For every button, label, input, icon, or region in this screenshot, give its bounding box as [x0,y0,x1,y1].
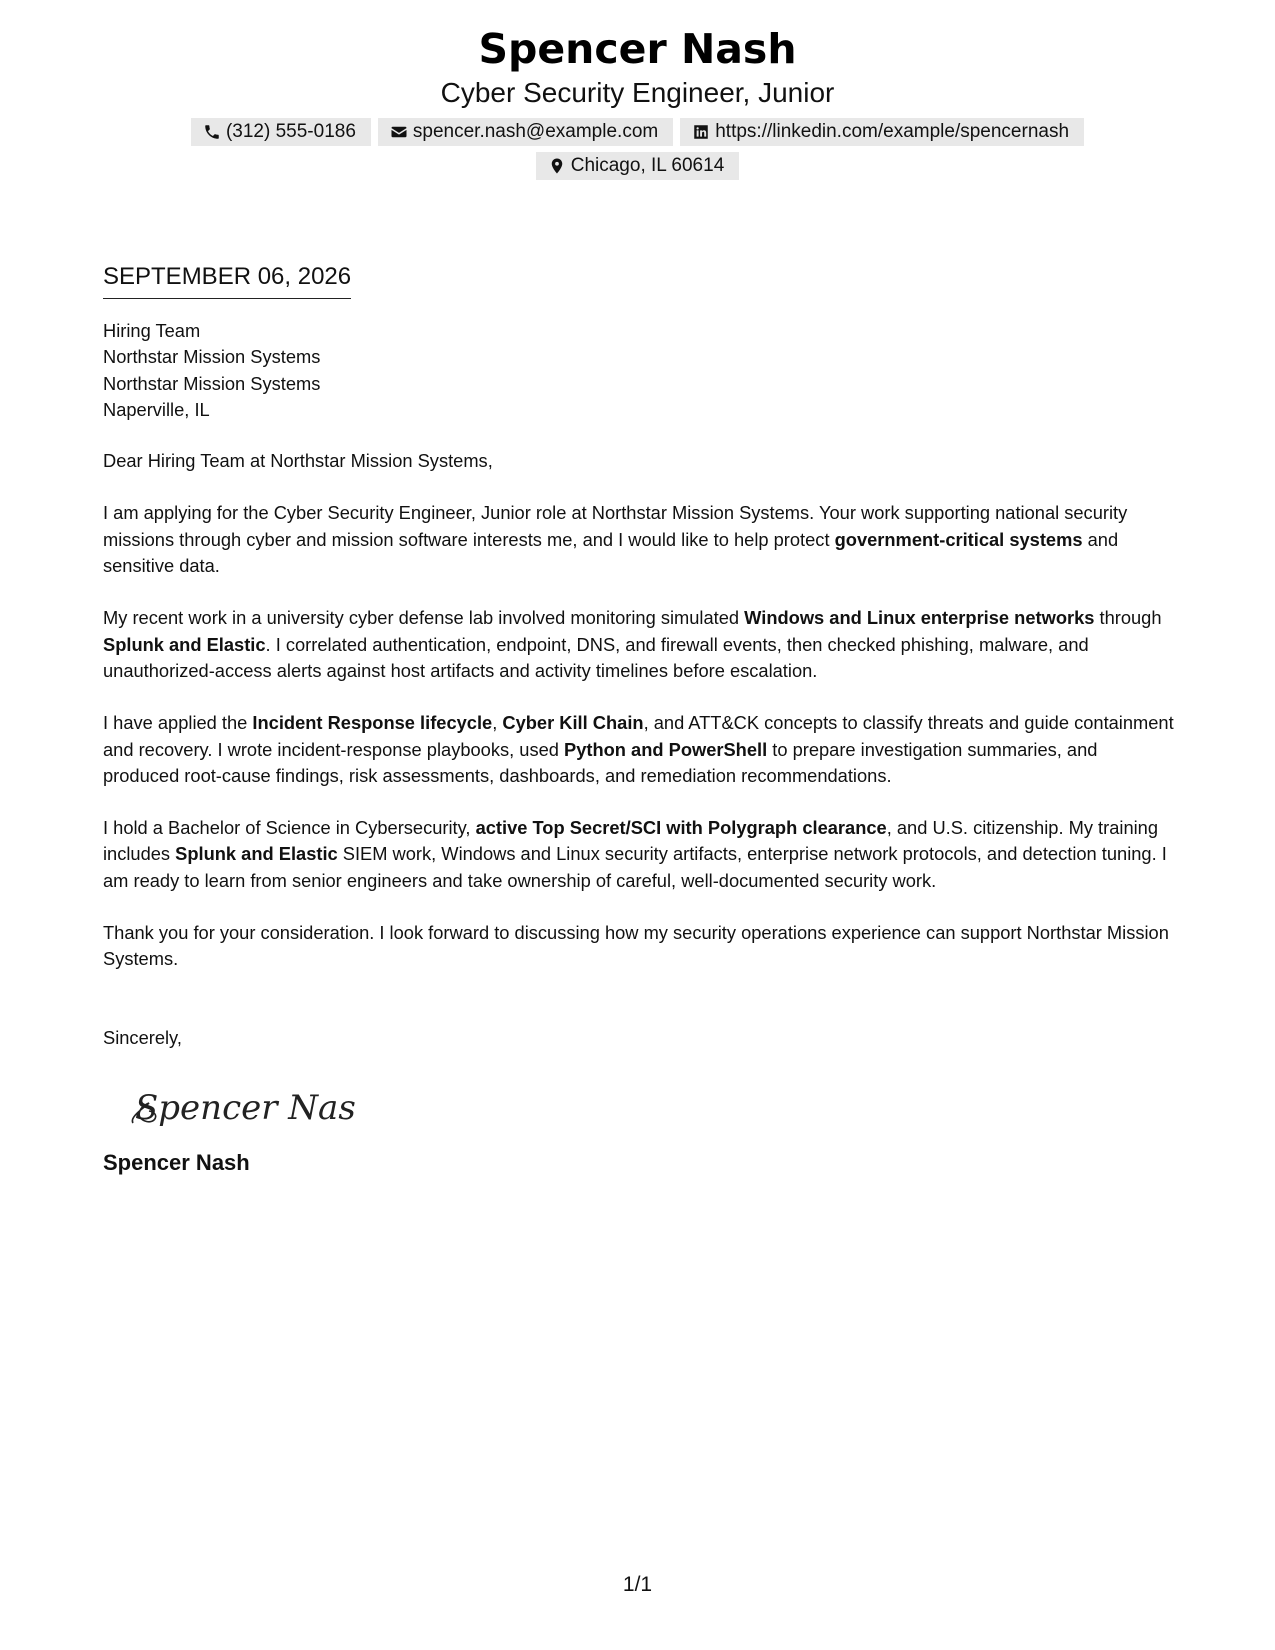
contact-location [536,152,740,180]
recipient-block [103,318,1178,423]
contact-linkedin-text: https://linkedin.com/example/spencernash [715,121,1070,142]
contact-row-location [0,152,1275,180]
contact-email [378,118,673,146]
signer-name: Spencer Nash [103,1149,250,1175]
paragraph-text: through [1094,607,1162,629]
paragraph-text: I am applying for the Cyber Security Engineer, Junior role at Northstar Mission Systems. Your work supporting national security missions through cyber and mission software interests me, and I would like to help protect [103,502,1128,550]
emphasis-text: Splunk and Elastic [175,843,338,865]
contact-location-text: Chicago, IL 60614 [570,155,725,176]
map-pin-icon [548,157,566,175]
body-paragraph [103,920,1178,973]
applicant-title: Cyber Security Engineer, Junior [440,77,835,108]
emphasis-text: active Top Secret/SCI with Polygraph clearance [475,817,887,839]
page-number: 1/1 [622,1573,653,1596]
paragraph-text: I hold a Bachelor of Science in Cybersecurity, [103,817,476,839]
contact-phone [191,118,371,146]
handwritten-signature [125,1077,1178,1137]
signature-text: Spencer Nash [135,1087,355,1128]
recipient-line: Naperville, IL [103,398,210,420]
applicant-name: Spencer Nash [478,25,797,73]
linkedin-icon [692,123,710,141]
letter-body [103,262,1178,1177]
contact-phone-text: (312) 555-0186 [225,121,356,142]
paragraph-text: and sensitive data. [103,528,1119,577]
paragraph-text: Thank you for your consideration. I look forward to discussing how my security operations experience can support Northstar Mission Systems. [103,922,1169,970]
recipient-line: Hiring Team [103,320,201,341]
body-paragraph [103,500,1178,579]
contact-linkedin [680,118,1084,146]
contact-row [0,118,1275,146]
envelope-icon [390,123,408,141]
signature-image [125,1077,355,1137]
paragraph-text: . I correlated authentication, endpoint, DNS, and firewall events, then checked phishing, malware, and unauthorized-access alerts against host artifacts and activity timelines before escalation. [103,633,1089,681]
paragraph-text: to prepare investigation summaries, and produced root-cause findings, risk assessments, dashboards, and remediation recommendations. [103,738,1098,786]
recipient-line: Northstar Mission Systems [103,372,321,394]
body-paragraph [103,710,1178,789]
body-paragraph [103,815,1178,894]
closing: Sincerely, [103,1026,182,1048]
paragraph-text: , and U.S. citizenship. My training includes [103,817,1159,865]
contact-email-text: spencer.nash@example.com [412,121,659,142]
body-paragraph [103,605,1178,684]
letter-date: SEPTEMBER 06, 2026 [103,262,351,299]
emphasis-text: government-critical systems [834,528,1083,550]
letter-header [0,20,1275,180]
phone-icon [203,123,221,141]
paragraph-text: I have applied the [103,712,253,734]
paragraph-text: SIEM work, Windows and Linux security artifacts, enterprise network protocols, and detection tuning. I am ready to learn from senior engineers and take ownership of careful, well-documented security work. [103,843,1167,891]
emphasis-text: Splunk and Elastic [103,633,266,655]
salutation: Dear Hiring Team at Northstar Mission Systems, [103,450,493,472]
emphasis-text: Windows and Linux enterprise networks [744,607,1095,629]
paragraph-text: My recent work in a university cyber defense lab involved monitoring simulated [103,607,745,629]
paragraph-text: , [492,712,503,734]
emphasis-text: Python and PowerShell [564,738,768,760]
emphasis-text: Incident Response lifecycle [252,712,493,734]
emphasis-text: Cyber Kill Chain [502,712,644,734]
recipient-line: Northstar Mission Systems [103,346,321,368]
paragraph-text: , and ATT&CK concepts to classify threats and guide containment and recovery. I wrote incident-response playbooks, used [103,712,1174,760]
